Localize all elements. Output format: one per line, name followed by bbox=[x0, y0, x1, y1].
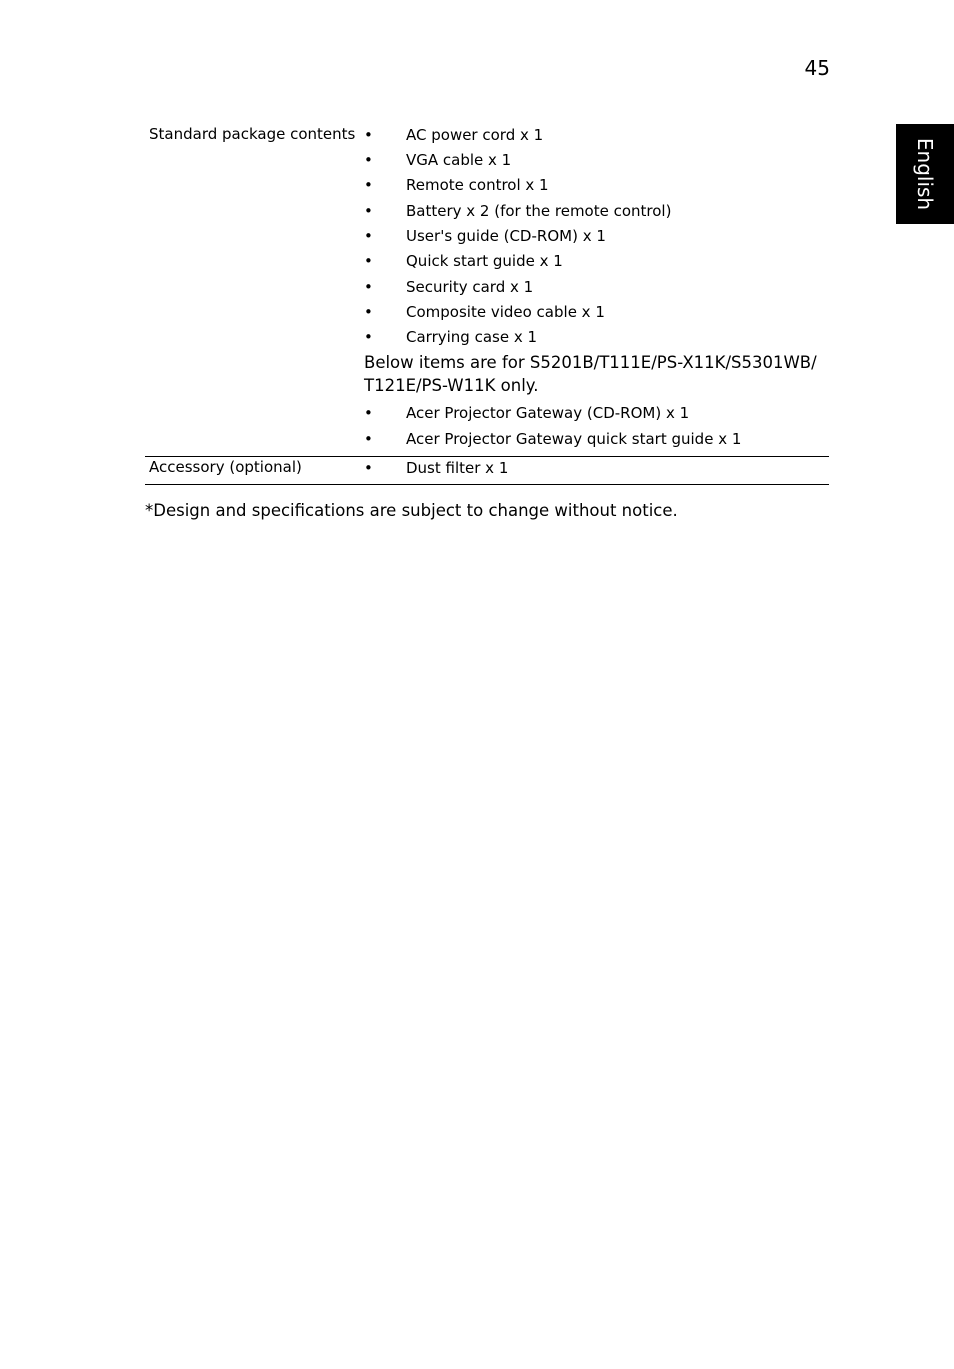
bullet-icon: • bbox=[364, 278, 373, 296]
bullet-icon: • bbox=[364, 303, 373, 321]
list-item-text: Acer Projector Gateway (CD-ROM) x 1 bbox=[406, 404, 690, 422]
accessory-row bbox=[145, 456, 829, 485]
list-item-text: Acer Projector Gateway quick start guide x 1 bbox=[406, 430, 742, 448]
list-item-text: Battery x 2 (for the remote control) bbox=[406, 202, 672, 220]
language-tab-label: English bbox=[913, 137, 937, 211]
bullet-icon: • bbox=[364, 126, 373, 144]
bullet-icon: • bbox=[364, 430, 373, 448]
list-item-text: Security card x 1 bbox=[406, 278, 534, 296]
bullet-icon: • bbox=[364, 151, 373, 169]
list-item-text: Quick start guide x 1 bbox=[406, 252, 563, 270]
list-item-text: Composite video cable x 1 bbox=[406, 303, 605, 321]
list-item-text: VGA cable x 1 bbox=[406, 151, 512, 169]
bullet-icon: • bbox=[364, 202, 373, 220]
bullet-icon: • bbox=[364, 227, 373, 245]
footnote: *Design and specifications are subject to change without notice. bbox=[145, 501, 678, 520]
bullet-icon: • bbox=[364, 328, 373, 346]
models-note-line: T121E/PS-W11K only. bbox=[364, 376, 539, 395]
list-item-text: AC power cord x 1 bbox=[406, 126, 544, 144]
page-number: 45 bbox=[804, 56, 830, 80]
bullet-icon: • bbox=[364, 459, 373, 477]
models-note-line: Below items are for S5201B/T111E/PS-X11K/S5301WB/ bbox=[364, 353, 817, 372]
list-item-text: Dust filter x 1 bbox=[406, 459, 509, 477]
list-item-text: User's guide (CD-ROM) x 1 bbox=[406, 227, 606, 245]
standard-package-row bbox=[145, 120, 829, 456]
spec-table bbox=[145, 120, 829, 485]
list-item-text: Carrying case x 1 bbox=[406, 328, 538, 346]
bullet-icon: • bbox=[364, 252, 373, 270]
list-item-text: Remote control x 1 bbox=[406, 176, 549, 194]
language-tab bbox=[896, 124, 954, 224]
bullet-icon: • bbox=[364, 176, 373, 194]
bullet-icon: • bbox=[364, 404, 373, 422]
accessory-label: Accessory (optional) bbox=[149, 458, 302, 476]
standard-package-label: Standard package contents bbox=[149, 125, 356, 143]
